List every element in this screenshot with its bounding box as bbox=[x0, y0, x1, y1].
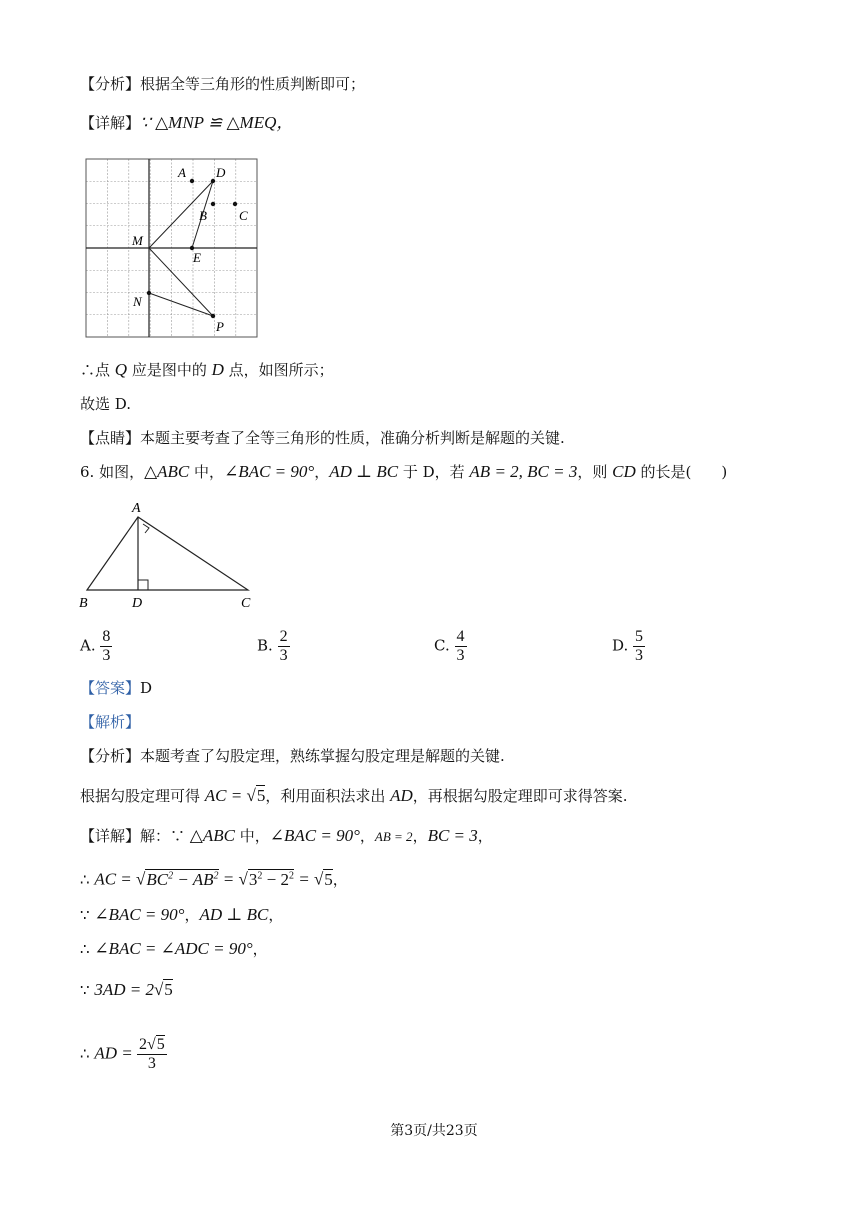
radicand: 5 bbox=[156, 1036, 165, 1053]
step5-fraction bbox=[137, 1036, 167, 1073]
option-letter: B. bbox=[257, 636, 273, 655]
label-p: P bbox=[216, 319, 224, 334]
detail-text-2: 中， bbox=[234, 827, 270, 845]
equals: = bbox=[293, 869, 314, 889]
denominator: 3 bbox=[102, 647, 111, 664]
option-fraction bbox=[278, 628, 290, 665]
analysis-text: 本题考查了勾股定理，熟练掌握勾股定理是解题的关键. bbox=[140, 747, 505, 765]
q6-cd: CD bbox=[612, 462, 636, 481]
step-1: ∴ AC = $√BC^2 - AB^2 = √3^2 - 2^2 = √5$， bbox=[80, 869, 348, 889]
analysis-tag: 【分析】 bbox=[80, 747, 141, 765]
point-q-ref: Q bbox=[114, 360, 128, 379]
analysis-line-1 bbox=[80, 74, 365, 94]
answer-tag: 【答案】 bbox=[80, 679, 141, 697]
option-fraction bbox=[633, 628, 645, 665]
label-a: A bbox=[178, 165, 186, 180]
numerator: 5 bbox=[635, 628, 644, 645]
method-root: 5 bbox=[256, 786, 266, 805]
numerator: 2√5 bbox=[138, 1036, 165, 1053]
analysis-text: 根据全等三角形的性质判断即可； bbox=[140, 75, 366, 93]
option-letter: A. bbox=[80, 636, 96, 655]
detail-tag: 【详解】 bbox=[80, 827, 141, 845]
because-symbol: ∵ bbox=[80, 906, 95, 924]
right-angle-a bbox=[143, 524, 149, 533]
q6-text-5: 的长是( ) bbox=[635, 463, 728, 481]
point-d bbox=[211, 179, 215, 183]
comma: ， bbox=[252, 940, 268, 958]
step-5 bbox=[80, 1036, 167, 1073]
option-fraction bbox=[100, 628, 112, 665]
exponent: 2 bbox=[168, 870, 174, 881]
label-d: D bbox=[216, 165, 226, 180]
q6-text-1: 中， bbox=[189, 463, 225, 481]
step-2 bbox=[80, 905, 283, 925]
q6-text-4: ，则 bbox=[577, 463, 613, 481]
answer-line bbox=[80, 678, 152, 698]
conclusion-line-1 bbox=[80, 360, 334, 380]
analysis-line-2 bbox=[80, 746, 505, 766]
option-letter: D. bbox=[612, 636, 629, 655]
comment-tag: 【点睛】 bbox=[80, 429, 141, 447]
analysis-tag: 【分析】 bbox=[80, 75, 141, 93]
detail-text-4: ， bbox=[412, 827, 428, 845]
denominator: 3 bbox=[147, 1055, 156, 1072]
step2-angle: ∠BAC = 90° bbox=[94, 905, 185, 924]
step1-root-2 bbox=[248, 869, 294, 889]
q6-text-3: 于 D，若 bbox=[398, 463, 470, 481]
conclusion-mid: 应是图中的 bbox=[127, 361, 212, 379]
label-d: D bbox=[132, 596, 143, 611]
grid-figure bbox=[85, 158, 260, 340]
point-c bbox=[233, 202, 237, 206]
root-term: − AB bbox=[173, 869, 214, 889]
option-letter: C. bbox=[434, 636, 450, 655]
detail-line-1 bbox=[80, 113, 293, 133]
comment-line-1 bbox=[80, 428, 565, 448]
detail-tag: 【详解】 bbox=[80, 114, 141, 132]
option-c[interactable] bbox=[434, 628, 467, 665]
question-6 bbox=[80, 462, 727, 482]
right-angle-d bbox=[138, 580, 148, 590]
exponent: 2 bbox=[213, 870, 219, 881]
page-footer: 第3页/共23页 bbox=[390, 1123, 478, 1139]
label-b: B bbox=[79, 596, 88, 611]
step4-root: 5 bbox=[164, 980, 173, 999]
detail-line-2 bbox=[80, 826, 493, 847]
triangle-mnp bbox=[149, 248, 213, 316]
root-term: − 2 bbox=[262, 869, 289, 889]
comma: ， bbox=[184, 906, 200, 924]
therefore-symbol: ∴ bbox=[80, 940, 95, 958]
label-m: M bbox=[132, 233, 143, 248]
q6-angle: ∠BAC = 90° bbox=[224, 462, 315, 481]
equals: = bbox=[218, 869, 239, 889]
detail-text-5: ， bbox=[477, 827, 493, 845]
detail-triangle: △ABC bbox=[189, 826, 235, 845]
step1-root-3: 5 bbox=[324, 869, 333, 889]
point-n bbox=[147, 291, 151, 295]
method-text-3: ，再根据勾股定理即可求得答案. bbox=[412, 787, 628, 805]
label-c: C bbox=[239, 208, 248, 223]
exponent: 2 bbox=[257, 870, 263, 881]
label-e: E bbox=[193, 250, 201, 265]
because-symbol: ∵ bbox=[80, 981, 95, 999]
coefficient: 2 bbox=[138, 1036, 147, 1053]
root-term: 3 bbox=[248, 869, 258, 889]
step2-perp: AD ⊥ BC bbox=[199, 905, 269, 924]
comma: ， bbox=[268, 906, 284, 924]
exponent: 2 bbox=[288, 870, 294, 881]
method-text-1: 根据勾股定理可得 bbox=[80, 787, 205, 805]
label-a: A bbox=[132, 501, 141, 516]
label-n: N bbox=[133, 294, 142, 309]
option-d[interactable] bbox=[612, 628, 645, 665]
detail-text-3: ， bbox=[359, 827, 375, 845]
denominator: 3 bbox=[635, 647, 644, 664]
choose-line-1: 故选 D. bbox=[80, 395, 132, 413]
comma: ， bbox=[332, 870, 348, 889]
conclusion-prefix: ∴点 bbox=[80, 361, 115, 379]
q6-lengths: AB = 2, BC = 3 bbox=[469, 462, 578, 481]
label-c: C bbox=[241, 596, 251, 611]
triangle-abc bbox=[87, 517, 248, 590]
root-term: BC bbox=[146, 869, 169, 889]
step-4: ∵ 3AD = 2√5 bbox=[80, 980, 173, 999]
step1-ac: AC = bbox=[94, 869, 137, 889]
step3-angles: ∠BAC = ∠ADC = 90° bbox=[94, 939, 253, 958]
method-line: 根据勾股定理可得 AC = √5，利用面积法求出 AD，再根据勾股定理即可求得答案. bbox=[80, 786, 628, 805]
q6-perp: AD ⊥ BC bbox=[329, 462, 399, 481]
conclusion-suffix: 点，如图所示； bbox=[223, 361, 334, 379]
congruence-statement: ∵ △MNP ≌ △MEQ， bbox=[140, 113, 294, 132]
question-number: 6. 如图， bbox=[80, 463, 145, 481]
q6-triangle: △ABC bbox=[144, 462, 190, 481]
method-ac: AC = bbox=[204, 786, 247, 805]
denominator: 3 bbox=[456, 647, 465, 664]
therefore-symbol: ∴ bbox=[80, 1044, 95, 1063]
jiexi-tag: 【解析】 bbox=[80, 713, 141, 731]
step-3 bbox=[80, 939, 268, 959]
point-b bbox=[211, 202, 215, 206]
answer-value: D bbox=[140, 679, 153, 697]
step5-ad: AD = bbox=[94, 1043, 137, 1063]
comment-text: 本题主要考查了全等三角形的性质，准确分析判断是解题的关键. bbox=[140, 429, 565, 447]
numerator: 4 bbox=[456, 628, 465, 645]
point-p bbox=[211, 314, 215, 318]
option-b[interactable] bbox=[257, 628, 290, 665]
detail-ab: AB = 2 bbox=[374, 829, 413, 844]
numerator: 8 bbox=[102, 628, 111, 645]
point-d-ref: D bbox=[211, 360, 224, 379]
q6-text-2: ， bbox=[314, 463, 330, 481]
step1-root-1 bbox=[145, 869, 218, 889]
detail-text-1: 解：∵ bbox=[140, 827, 190, 845]
option-a[interactable] bbox=[80, 628, 112, 665]
detail-bc: BC = 3 bbox=[427, 826, 478, 845]
label-b: B bbox=[199, 208, 207, 223]
point-a bbox=[190, 179, 194, 183]
detail-angle: ∠BAC = 90° bbox=[269, 826, 360, 845]
method-ad: AD bbox=[390, 786, 413, 805]
triangle-figure bbox=[75, 497, 265, 615]
therefore-symbol: ∴ bbox=[80, 870, 95, 889]
option-fraction bbox=[455, 628, 467, 665]
method-text-2: ，利用面积法求出 bbox=[265, 787, 391, 805]
step4-eq: 3AD = 2 bbox=[94, 980, 154, 999]
denominator: 3 bbox=[279, 647, 288, 664]
numerator: 2 bbox=[279, 628, 288, 645]
